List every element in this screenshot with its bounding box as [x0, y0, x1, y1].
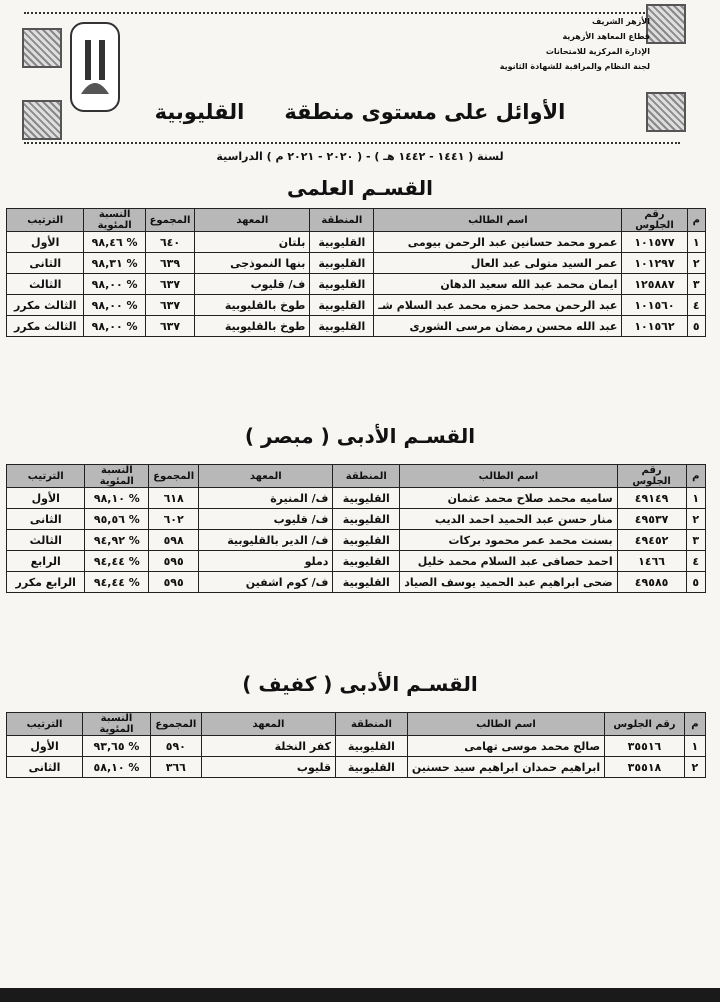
column-header-percentage: النسبة المئوية [85, 465, 149, 488]
cell-institute: ف/ كوم اشفين [199, 572, 333, 593]
cell-institute: ف/ قليوب [195, 274, 310, 295]
page-subtitle: لسنة ( ١٤٤١ - ١٤٤٢ هـ ) - ( ٢٠٢٠ - ٢٠٢١ م ) الدراسية [216, 150, 504, 163]
cell-rank: الثالث مكرر [7, 316, 84, 337]
column-header-region: المنطقة [333, 465, 400, 488]
cell-region: القليوبية [310, 253, 374, 274]
cell-student-name: بسنت محمد عمر محمود بركات [400, 530, 617, 551]
cell-region: القليوبية [333, 509, 400, 530]
cell-student-name: صالح محمد موسى تهامى [407, 736, 604, 757]
results-table-science [6, 208, 706, 337]
cell-percentage: % ٩٣,٦٥ [83, 736, 151, 757]
cell-institute: ف/ الدير بالقليوبية [199, 530, 333, 551]
scan-edge [0, 988, 720, 1002]
org-line: قطاع المعاهد الأزهرية [562, 32, 650, 41]
cell-serial: ٢ [686, 509, 705, 530]
cell-region: القليوبية [333, 572, 400, 593]
cell-percentage: % ٥٨,١٠ [83, 757, 151, 778]
cell-percentage: % ٩٨,٠٠ [84, 316, 145, 337]
cell-total: ٥٩٥ [149, 551, 199, 572]
table-row [7, 488, 706, 509]
cell-region: القليوبية [333, 488, 400, 509]
cell-rank: الثالث [7, 274, 84, 295]
column-header-rank: الترتيب [7, 713, 83, 736]
table-row [7, 509, 706, 530]
cell-rank: الثانى [7, 509, 85, 530]
cell-institute: بنها النموذجى [195, 253, 310, 274]
cell-seat-number: ٣٥٥١٦ [605, 736, 685, 757]
cell-rank: الثانى [7, 757, 83, 778]
cell-percentage: % ٩٨,٤٦ [84, 232, 145, 253]
cell-serial: ٢ [684, 757, 705, 778]
cell-percentage: % ٩٥,٥٦ [85, 509, 149, 530]
column-header-region: المنطقة [310, 209, 374, 232]
cell-student-name: احمد حصافى عبد السلام محمد خليل [400, 551, 617, 572]
table-row [7, 572, 706, 593]
cell-institute: كفر النخلة [201, 736, 335, 757]
column-header-seat-number: رقم الجلوس [622, 209, 687, 232]
cell-seat-number: ١٠١٥٦٠ [622, 295, 687, 316]
column-header-serial: م [686, 465, 705, 488]
cell-seat-number: ١٠١٢٩٧ [622, 253, 687, 274]
cell-institute: قليوب [201, 757, 335, 778]
cell-student-name: منار حسن عبد الحميد احمد الديب [400, 509, 617, 530]
cell-student-name: ساميه محمد صلاح محمد عثمان [400, 488, 617, 509]
cell-region: القليوبية [310, 274, 374, 295]
table-row [7, 316, 706, 337]
cell-rank: الأول [7, 736, 83, 757]
cell-student-name: ضحى ابراهيم عبد الحميد يوسف الصياد [400, 572, 617, 593]
cell-percentage: % ٩٤,٤٤ [85, 551, 149, 572]
cell-total: ٥٩٠ [150, 736, 201, 757]
section-title: القسـم الأدبى ( كفيف ) [242, 672, 478, 696]
column-header-percentage: النسبة المئوية [83, 713, 151, 736]
table-row [7, 530, 706, 551]
table-row [7, 253, 706, 274]
cell-student-name: ايمان محمد عبد الله سعيد الدهان [374, 274, 622, 295]
cell-institute: ف/ المنيرة [199, 488, 333, 509]
cell-percentage: % ٩٨,٣١ [84, 253, 145, 274]
column-header-region: المنطقة [336, 713, 408, 736]
cell-rank: الرابع مكرر [7, 572, 85, 593]
cell-institute: طوخ بالقليوبية [195, 316, 310, 337]
al-azhar-logo [70, 22, 120, 112]
organization-lines [500, 14, 650, 74]
results-table-literary-sighted [6, 464, 706, 593]
section-title: القسـم الأدبى ( مبصر ) [244, 424, 476, 448]
cell-rank: الرابع [7, 551, 85, 572]
cell-seat-number: ١٢٥٨٨٧ [622, 274, 687, 295]
table-header-row [7, 465, 706, 488]
cell-rank: الثانى [7, 253, 84, 274]
cell-region: القليوبية [310, 232, 374, 253]
table-row [7, 295, 706, 316]
cell-student-name: عمرو محمد حسانين عبد الرحمن بيومى [374, 232, 622, 253]
column-header-total: المجموع [149, 465, 199, 488]
cell-region: القليوبية [336, 736, 408, 757]
column-header-total: المجموع [150, 713, 201, 736]
cell-institute: ف/ قليوب [199, 509, 333, 530]
cell-serial: ١ [686, 488, 705, 509]
cell-student-name: عبد الله محسن رمضان مرسى الشورى [374, 316, 622, 337]
table-row [7, 757, 706, 778]
table-row [7, 274, 706, 295]
results-table-literary-blind [6, 712, 706, 778]
table-row [7, 551, 706, 572]
cell-institute: طوخ بالقليوبية [195, 295, 310, 316]
org-line: الأزهر الشريف [591, 17, 650, 26]
cell-seat-number: ١٠١٥٧٧ [622, 232, 687, 253]
cell-seat-number: ٤٩١٤٩ [617, 488, 686, 509]
cell-region: القليوبية [333, 551, 400, 572]
cell-percentage: % ٩٤,٤٤ [85, 572, 149, 593]
column-header-student-name: اسم الطالب [400, 465, 617, 488]
cell-seat-number: ٣٥٥١٨ [605, 757, 685, 778]
corner-ornament-icon [22, 28, 62, 68]
cell-total: ٥٩٨ [149, 530, 199, 551]
org-line: لجنة النظام والمراقبة للشهادة الثانوية [499, 62, 650, 71]
cell-region: القليوبية [336, 757, 408, 778]
cell-serial: ٤ [686, 551, 705, 572]
table-header-row [7, 713, 706, 736]
column-header-institute: المعهد [201, 713, 335, 736]
cell-percentage: % ٩٨,٠٠ [84, 295, 145, 316]
cell-institute: دملو [199, 551, 333, 572]
column-header-percentage: النسبة المئوية [84, 209, 145, 232]
section-title: القسـم العلمى [286, 176, 434, 200]
table-header-row [7, 209, 706, 232]
cell-percentage: % ٩٤,٩٢ [85, 530, 149, 551]
cell-serial: ٥ [686, 572, 705, 593]
cell-serial: ٤ [687, 295, 705, 316]
column-header-institute: المعهد [195, 209, 310, 232]
cell-student-name: عمر السيد متولى عبد العال [374, 253, 622, 274]
cell-percentage: % ٩٨,٠٠ [84, 274, 145, 295]
cell-student-name: ابراهيم حمدان ابراهيم سيد حسنين [407, 757, 604, 778]
cell-rank: الأول [7, 488, 85, 509]
cell-serial: ٥ [687, 316, 705, 337]
cell-seat-number: ١٤٦٦ [617, 551, 686, 572]
column-header-seat-number: رقم الجلوس [605, 713, 685, 736]
org-line: الإدارة المركزية للامتحانات [545, 47, 650, 56]
cell-serial: ٣ [686, 530, 705, 551]
page-title [0, 100, 720, 124]
column-header-student-name: اسم الطالب [407, 713, 604, 736]
cell-seat-number: ٤٩٤٥٢ [617, 530, 686, 551]
cell-percentage: % ٩٨,١٠ [85, 488, 149, 509]
cell-serial: ١ [684, 736, 705, 757]
column-header-total: المجموع [145, 209, 194, 232]
cell-seat-number: ٤٩٥٨٥ [617, 572, 686, 593]
cell-total: ٦٣٧ [145, 274, 194, 295]
column-header-rank: الترتيب [7, 465, 85, 488]
cell-rank: الأول [7, 232, 84, 253]
table-row [7, 232, 706, 253]
cell-student-name: عبد الرحمن محمد حمزه محمد عبد السلام شـ [374, 295, 622, 316]
cell-region: القليوبية [310, 316, 374, 337]
column-header-student-name: اسم الطالب [374, 209, 622, 232]
title-part1: الأوائل على مستوى منطقة [284, 100, 566, 124]
cell-serial: ٢ [687, 253, 705, 274]
corner-ornament-icon [646, 4, 686, 44]
cell-seat-number: ١٠١٥٦٢ [622, 316, 687, 337]
cell-institute: بلتان [195, 232, 310, 253]
cell-total: ٦٠٢ [149, 509, 199, 530]
cell-total: ٦٤٠ [145, 232, 194, 253]
cell-region: القليوبية [310, 295, 374, 316]
cell-seat-number: ٤٩٥٣٧ [617, 509, 686, 530]
cell-total: ٦٣٩ [145, 253, 194, 274]
column-header-seat-number: رقم الجلوس [617, 465, 686, 488]
cell-serial: ٣ [687, 274, 705, 295]
column-header-serial: م [684, 713, 705, 736]
column-header-serial: م [687, 209, 705, 232]
cell-total: ٦٣٧ [145, 295, 194, 316]
cell-total: ٣٦٦ [150, 757, 201, 778]
cell-total: ٦١٨ [149, 488, 199, 509]
column-header-institute: المعهد [199, 465, 333, 488]
table-row [7, 736, 706, 757]
cell-rank: الثالث [7, 530, 85, 551]
column-header-rank: الترتيب [7, 209, 84, 232]
cell-total: ٥٩٥ [149, 572, 199, 593]
title-region: القليوبية [154, 100, 245, 124]
cell-total: ٦٣٧ [145, 316, 194, 337]
cell-region: القليوبية [333, 530, 400, 551]
cell-serial: ١ [687, 232, 705, 253]
cell-rank: الثالث مكرر [7, 295, 84, 316]
